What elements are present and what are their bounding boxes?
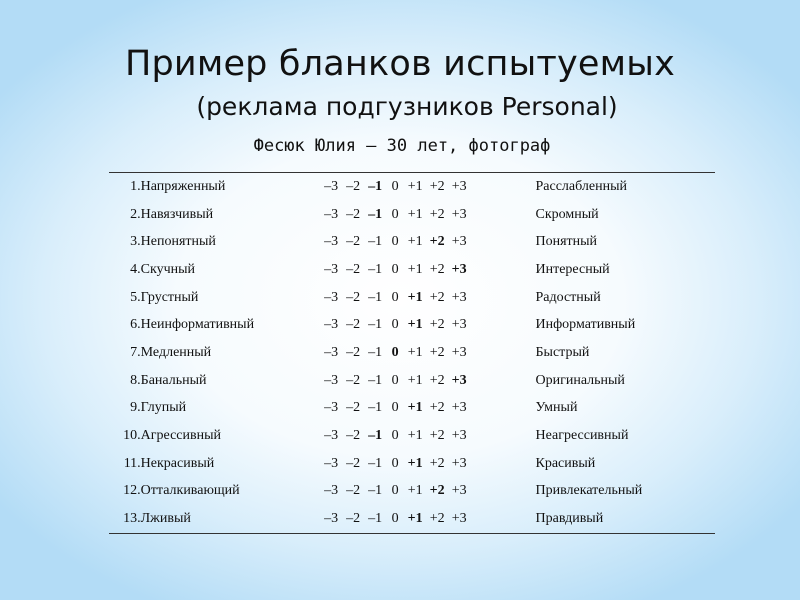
row-number: 9. — [130, 400, 141, 416]
row-number: 6. — [130, 317, 141, 333]
scale-value: –2 — [346, 344, 361, 360]
page-subtitle: (реклама подгузников Personal) — [196, 92, 618, 121]
selected-scale-value: +1 — [407, 511, 423, 527]
row-number: 5. — [130, 289, 141, 305]
left-adjective: Агрессивный — [140, 428, 222, 444]
scale-value: 0 — [391, 178, 399, 194]
selected-scale-value: +1 — [407, 400, 423, 416]
left-adjective: Непонятный — [140, 234, 216, 250]
right-adjective: Красивый — [535, 455, 596, 471]
selected-scale-value: +1 — [407, 289, 423, 305]
left-adjective: Медленный — [140, 344, 212, 360]
row-number: 10. — [123, 428, 141, 444]
right-adjective: Радостный — [535, 289, 601, 305]
left-adjective: Скучный — [140, 261, 196, 277]
left-adjective: Глупый — [140, 400, 187, 416]
table-row — [109, 450, 715, 478]
scale-value: –1 — [368, 400, 383, 416]
table-row — [109, 173, 715, 201]
selected-scale-value: –1 — [368, 206, 383, 222]
row-number: 11. — [123, 455, 141, 471]
scale-value: –1 — [368, 372, 383, 388]
scale-value: –3 — [324, 428, 339, 444]
scale-value: 0 — [391, 317, 399, 333]
rating-scale — [320, 284, 535, 312]
scale-value: +3 — [451, 428, 467, 444]
scale-value: +3 — [451, 511, 467, 527]
table-row — [109, 505, 715, 533]
table-row — [109, 228, 715, 256]
selected-scale-value: +2 — [429, 483, 445, 499]
scale-value: +1 — [407, 206, 423, 222]
scale-value: +1 — [407, 428, 423, 444]
scale-value: +3 — [451, 317, 467, 333]
scale-value: 0 — [391, 511, 399, 527]
scale-value: 0 — [391, 206, 399, 222]
scale-value: +2 — [429, 206, 445, 222]
scale-value: –2 — [346, 511, 361, 527]
rating-scale — [320, 339, 535, 367]
scale-value: –3 — [324, 344, 339, 360]
row-number: 4. — [130, 261, 141, 277]
rating-scale — [320, 395, 535, 423]
right-adjective: Скромный — [535, 206, 599, 222]
scale-value: 0 — [391, 428, 399, 444]
scale-value: 0 — [391, 455, 399, 471]
selected-scale-value: –1 — [368, 428, 383, 444]
selected-scale-value: +3 — [451, 372, 467, 388]
left-adjective: Отталкивающий — [140, 483, 240, 499]
left-adjective: Навязчивый — [140, 206, 214, 222]
scale-value: –3 — [324, 178, 339, 194]
right-adjective: Правдивый — [535, 511, 604, 527]
scale-value: +1 — [407, 344, 423, 360]
scale-value: –3 — [324, 261, 339, 277]
rating-scale — [320, 311, 535, 339]
scale-value: +2 — [429, 428, 445, 444]
scale-value: +2 — [429, 178, 445, 194]
scale-value: +2 — [429, 261, 445, 277]
scale-value: –2 — [346, 289, 361, 305]
scale-value: –2 — [346, 178, 361, 194]
left-adjective: Лживый — [140, 511, 191, 527]
scale-value: +2 — [429, 400, 445, 416]
right-adjective: Понятный — [535, 234, 598, 250]
scale-value: –1 — [368, 317, 383, 333]
scale-value: 0 — [391, 234, 399, 250]
right-adjective: Умный — [535, 400, 578, 416]
semantic-differential-table — [109, 172, 715, 534]
left-adjective: Банальный — [140, 372, 207, 388]
scale-value: –1 — [368, 511, 383, 527]
table-row — [109, 367, 715, 395]
scale-value: –2 — [346, 372, 361, 388]
right-adjective: Интересный — [535, 261, 610, 277]
scale-value: +3 — [451, 455, 467, 471]
right-adjective: Оригинальный — [535, 372, 625, 388]
scale-value: +2 — [429, 344, 445, 360]
left-adjective: Неинформативный — [140, 317, 255, 333]
scale-value: –3 — [324, 317, 339, 333]
scale-value: –2 — [346, 234, 361, 250]
scale-value: 0 — [391, 372, 399, 388]
scale-value: +3 — [451, 178, 467, 194]
scale-value: +2 — [429, 372, 445, 388]
table-row — [109, 201, 715, 229]
left-adjective: Некрасивый — [140, 455, 215, 471]
scale-value: +1 — [407, 483, 423, 499]
rating-scale — [320, 478, 535, 506]
table-row — [109, 284, 715, 312]
row-number: 2. — [130, 206, 141, 222]
rating-scale — [320, 256, 535, 284]
table-row — [109, 311, 715, 339]
scale-value: –1 — [368, 261, 383, 277]
scale-value: 0 — [391, 483, 399, 499]
table-row — [109, 478, 715, 506]
scale-value: –1 — [368, 455, 383, 471]
rating-scale — [320, 367, 535, 395]
row-number: 3. — [130, 234, 141, 250]
selected-scale-value: +2 — [429, 234, 445, 250]
rating-scale — [320, 505, 535, 533]
right-adjective: Неагрессивный — [535, 428, 629, 444]
rating-scale — [320, 450, 535, 478]
selected-scale-value: +3 — [451, 261, 467, 277]
scale-value: –1 — [368, 289, 383, 305]
scale-value: +2 — [429, 289, 445, 305]
scale-value: –2 — [346, 317, 361, 333]
scale-value: –1 — [368, 234, 383, 250]
scale-value: +3 — [451, 234, 467, 250]
scale-value: +3 — [451, 289, 467, 305]
right-adjective: Информативный — [535, 317, 636, 333]
scale-value: 0 — [391, 261, 399, 277]
scale-value: –2 — [346, 483, 361, 499]
scale-value: –3 — [324, 289, 339, 305]
scale-value: +1 — [407, 261, 423, 277]
scale-value: +3 — [451, 344, 467, 360]
scale-value: –3 — [324, 372, 339, 388]
scale-value: –2 — [346, 455, 361, 471]
scale-value: +1 — [407, 178, 423, 194]
selected-scale-value: 0 — [391, 344, 399, 360]
scale-value: –3 — [324, 206, 339, 222]
right-adjective: Привлекательный — [535, 483, 643, 499]
scale-value: +1 — [407, 372, 423, 388]
respondent-info: Фесюк Юлия – 30 лет, фотограф — [253, 136, 551, 156]
selected-scale-value: +1 — [407, 317, 423, 333]
scale-value: –1 — [368, 483, 383, 499]
scale-value: +3 — [451, 206, 467, 222]
row-number: 7. — [130, 344, 141, 360]
row-number: 8. — [130, 372, 141, 388]
scale-value: +2 — [429, 511, 445, 527]
scale-value: +2 — [429, 455, 445, 471]
scale-value: +3 — [451, 483, 467, 499]
scale-value: +2 — [429, 317, 445, 333]
right-adjective: Расслабленный — [535, 178, 627, 194]
scale-value: 0 — [391, 400, 399, 416]
scale-value: –3 — [324, 483, 339, 499]
scale-value: 0 — [391, 289, 399, 305]
page-title: Пример бланков испытуемых — [124, 44, 676, 84]
table-row — [109, 339, 715, 367]
scale-value: –2 — [346, 428, 361, 444]
table-row — [109, 395, 715, 423]
row-number: 1. — [130, 178, 141, 194]
selected-scale-value: –1 — [368, 178, 383, 194]
scale-value: –2 — [346, 261, 361, 277]
left-adjective: Грустный — [140, 289, 199, 305]
selected-scale-value: +1 — [407, 455, 423, 471]
scale-value: –3 — [324, 400, 339, 416]
scale-value: +1 — [407, 234, 423, 250]
rating-scale — [320, 201, 535, 229]
table-row — [109, 422, 715, 450]
row-number: 12. — [123, 483, 141, 499]
left-adjective: Напряженный — [140, 178, 226, 194]
row-number: 13. — [123, 511, 141, 527]
right-adjective: Быстрый — [535, 344, 590, 360]
scale-value: –3 — [324, 455, 339, 471]
rating-scale — [320, 422, 535, 450]
scale-value: +3 — [451, 400, 467, 416]
scale-value: –2 — [346, 400, 361, 416]
scale-value: –3 — [324, 511, 339, 527]
table-row — [109, 256, 715, 284]
scale-value: –2 — [346, 206, 361, 222]
rating-scale — [320, 228, 535, 256]
rating-scale — [320, 173, 535, 201]
scale-value: –1 — [368, 344, 383, 360]
scale-value: –3 — [324, 234, 339, 250]
